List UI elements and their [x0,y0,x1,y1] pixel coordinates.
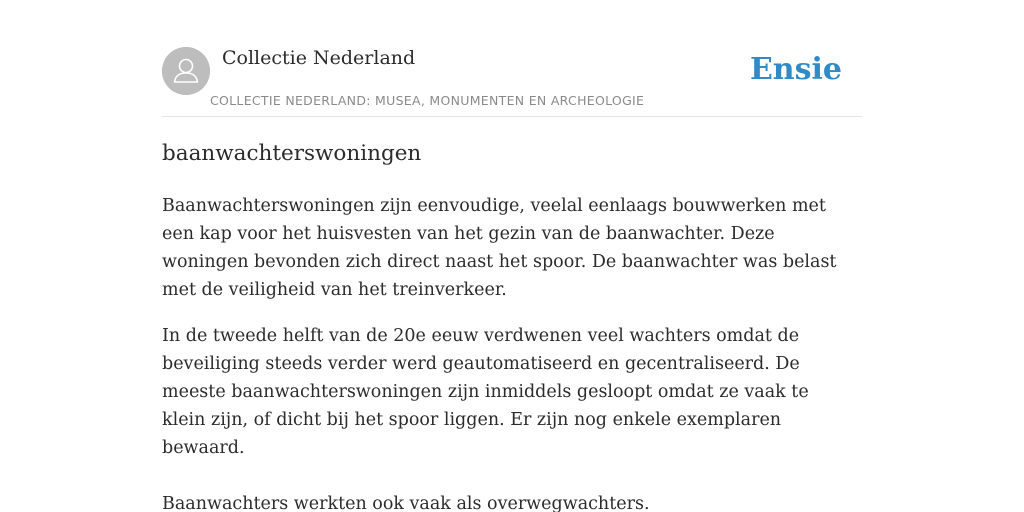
entry-title: baanwachterswoningen [162,141,422,166]
paragraph: Baanwachters werkten ook vaak als overwegwachters. [162,494,650,512]
author-name[interactable]: Collectie Nederland [222,47,416,69]
user-silhouette-icon [162,47,210,95]
brand-logo[interactable]: Ensie [749,52,842,87]
source-subtitle[interactable]: COLLECTIE NEDERLAND: MUSEA, MONUMENTEN EN ARCHEOLOGIE [210,93,645,108]
entry-header [162,46,862,117]
avatar[interactable] [162,47,210,95]
entry-body [162,192,852,512]
paragraph: Baanwachterswoningen zijn eenvoudige, veelal eenlaags bouwwerken met een kap voor het huisvesten van het gezin van de baanwachter. Deze woningen bevonden zich direct naast het spoor. De baanwachter was belast met de veiligheid van het treinverkeer. [162,196,837,300]
paragraph: In de tweede helft van de 20e eeuw verdwenen veel wachters omdat de beveiliging steeds verder werd geautomatiseerd en gecentraliseerd. De meeste baanwachterswoningen zijn inmiddels gesloopt omdat ze vaak te klein zijn, of dicht bij het spoor liggen. Er zijn nog enkele exemplaren bewaard. [162,326,809,458]
